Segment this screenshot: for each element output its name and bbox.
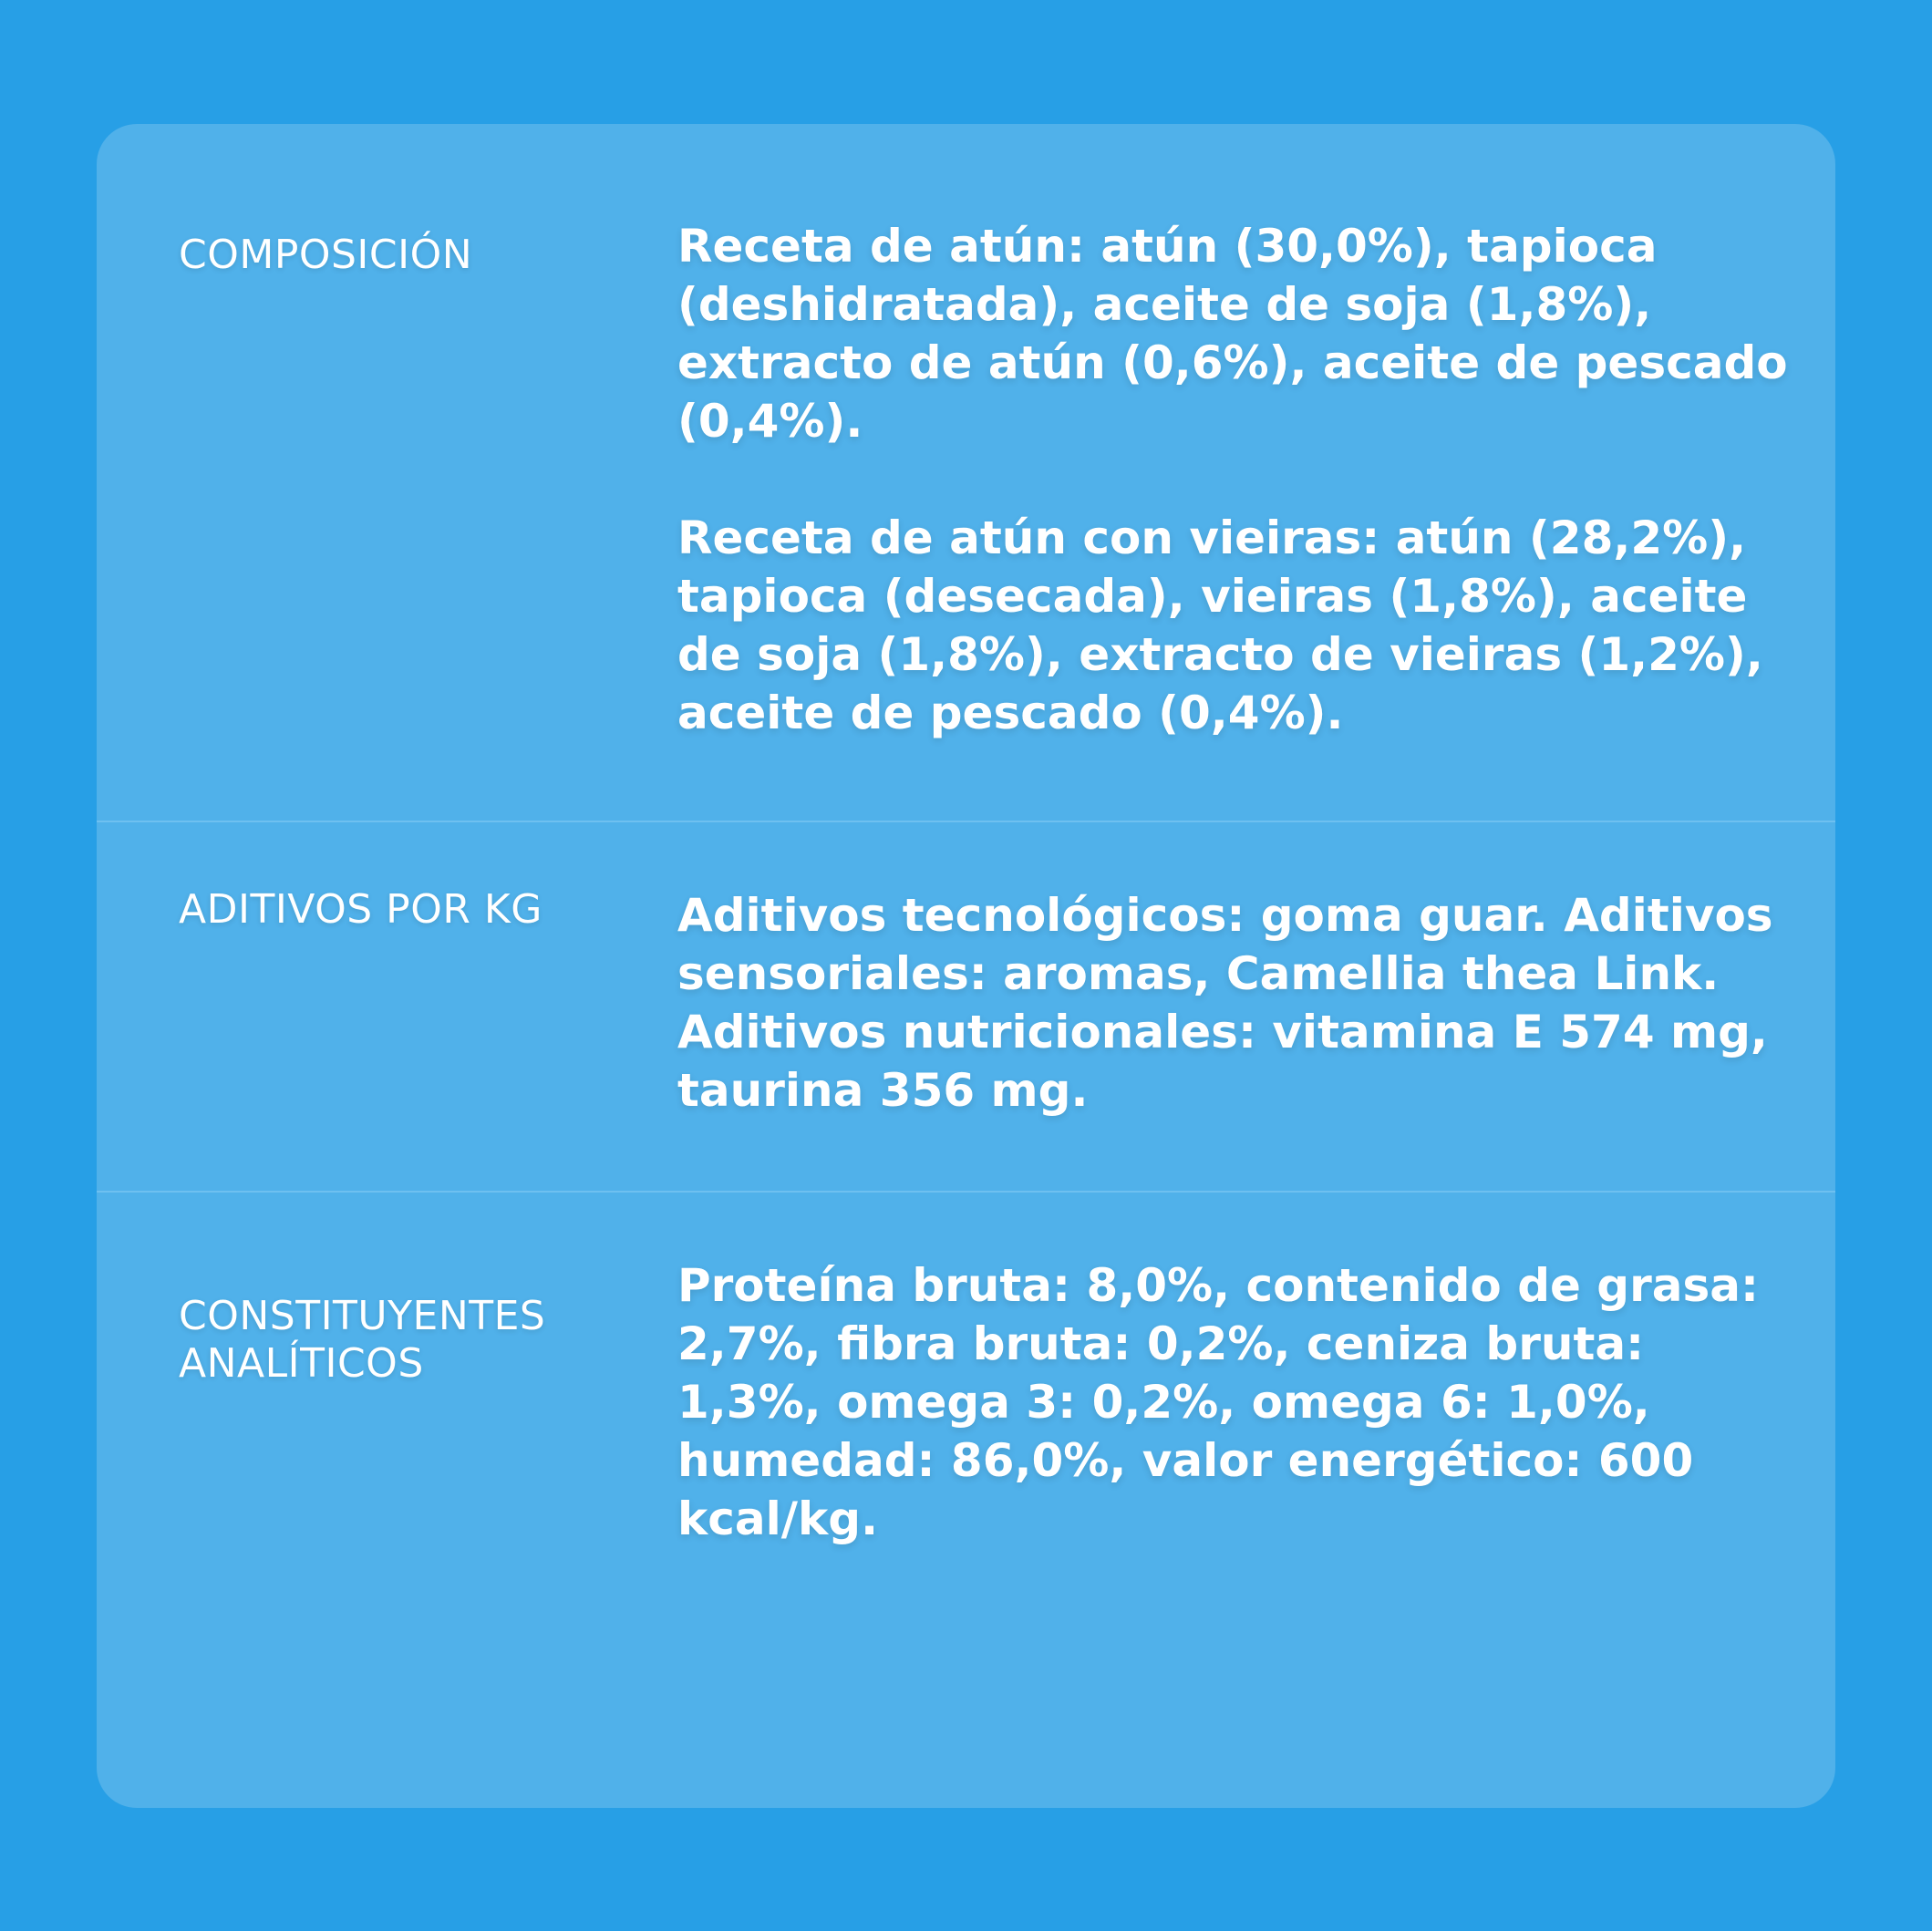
section-divider [97,821,1835,822]
analytical-constituents-text: Proteína bruta: 8,0%, contenido de grasa: 2,7%, fibra bruta: 0,2%, ceniza bruta: 1,3%, omega 3: 0,2%, omega 6: 1,0%, humedad: 86,0%, valor energético: 600 kcal/kg. [677,1259,1759,1545]
composition-content [677,217,1799,742]
composition-tuna-scallop-recipe: Receta de atún con vieiras: atún (28,2%), tapioca (desecada), vieiras (1,8%), aceite de soja (1,8%), extracto de vieiras (1,2%), aceite de pescado (0,4%). [677,511,1763,739]
info-card [97,124,1835,1808]
section-divider [97,1191,1835,1193]
analytical-constituents-label: CONSTITUYENTES ANALÍTICOS [179,1293,546,1387]
additives-content [677,886,1799,1120]
composition-tuna-recipe: Receta de atún: atún (30,0%), tapioca (deshidratada), aceite de soja (1,8%), extracto de atún (0,6%), aceite de pescado (0,4%). [677,220,1788,448]
additives-label: ADITIVOS POR KG [179,886,542,933]
composition-label: COMPOSICIÓN [179,232,473,278]
analytical-constituents-content [677,1256,1799,1548]
additives-text: Aditivos tecnológicos: goma guar. Aditivos sensoriales: aromas, Camellia thea Link. Aditivos nutricionales: vitamina E 574 mg, taurina 356 mg. [677,889,1773,1117]
